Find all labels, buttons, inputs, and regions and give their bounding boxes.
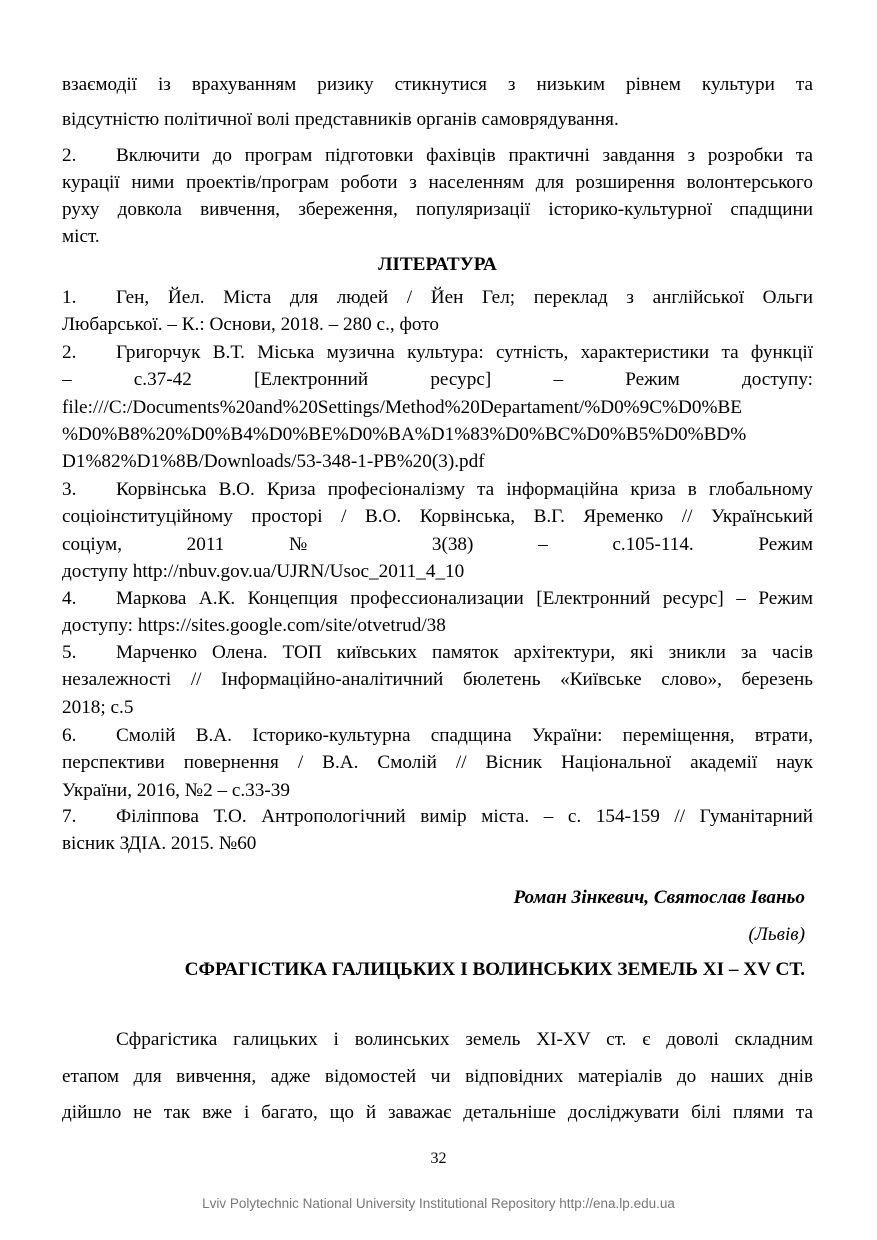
article-title: СФРАГІСТИКА ГАЛИЦЬКИХ І ВОЛИНСЬКИХ ЗЕМЕЛЬ XI – XV СТ. [184, 959, 805, 980]
reference-line: незалежності // Інформаційно-аналітичний бюлетень «Київське слово», березень [62, 669, 813, 691]
intro-line: взаємодії із врахуванням ризику стикнутися з низьким рівнем культури та [62, 74, 813, 95]
item-line: Включити до програм підготовки фахівців практичні завдання з розробки та [116, 145, 813, 166]
body-line: етапом для вивчення, адже відомостей чи відповідних матеріалів до наших днів [62, 1066, 813, 1087]
body-line: дійшло не так вже і багато, що й заважає детальніше досліджувати білі плями та [62, 1102, 813, 1123]
article-authors: Роман Зінкевич, Святослав Іваньо [513, 887, 805, 908]
reference-line: перспективи повернення / В.А. Смолій // Вісник Національної академії наук [62, 752, 813, 774]
reference-line: Корвінська В.О. Криза професіоналізму та інформаційна криза в глобальному [116, 479, 813, 500]
page-number: 32 [430, 1150, 447, 1167]
reference-line: %D0%B8%20%D0%B4%D0%BE%D0%BA%D1%83%D0%BC%D0%B5%D0%BD% [62, 423, 747, 445]
reference-line: Маркова А.К. Концепция профессионализации [Електронний ресурс] – Режим [116, 588, 813, 609]
reference-number: 2. [62, 342, 77, 363]
reference-line: – с.37-42 [Електронний ресурс] – Режим доступу: [62, 369, 813, 391]
reference-number: 5. [62, 642, 77, 663]
repository-footer: Lviv Polytechnic National University Institutional Repository http://ena.lp.edu.ua [202, 1196, 675, 1211]
body-line: Сфрагістика галицьких і волинських земель XI-XV ст. є доволі складним [116, 1029, 813, 1050]
references-heading: ЛІТЕРАТУРА [378, 254, 497, 275]
reference-number: 7. [62, 806, 77, 827]
reference-line: file:///C:/Documents%20and%20Settings/Method%20Departament/%D0%9C%D0%BE [62, 396, 742, 418]
reference-line: D1%82%D1%8B/Downloads/53-348-1-PB%20(3).pdf [62, 451, 485, 473]
reference-line: доступу http://nbuv.gov.ua/UJRN/Usoc_2011_4_10 [62, 560, 465, 582]
reference-line: Філіппова Т.О. Антропологічний вимір міста. – с. 154-159 // Гуманітарний [116, 806, 813, 827]
reference-line: Ген, Йел. Міста для людей / Йен Гел; переклад з англійської Ольги [116, 287, 813, 308]
reference-line: Смолій В.А. Історико-культурна спадщина України: переміщення, втрати, [116, 725, 813, 746]
intro-line: відсутністю політичної волі представників органів самоврядування. [62, 109, 619, 130]
reference-line: Григорчук В.Т. Міська музична культура: сутність, характеристики та функції [116, 342, 813, 363]
item-line: міст. [62, 226, 100, 247]
reference-line: вісник ЗДІА. 2015. №60 [62, 833, 257, 855]
item-line: курації ними проектів/програм роботи з населенням для розширення волонтерського [62, 172, 813, 193]
reference-number: 4. [62, 588, 77, 609]
reference-number: 3. [62, 479, 77, 500]
item-number: 2. [62, 145, 77, 166]
reference-number: 1. [62, 287, 77, 308]
reference-line: соціум, 2011 № 3(38) – с.105-114. Режим [62, 533, 813, 555]
reference-line: 2018; с.5 [62, 696, 134, 718]
reference-line: доступу: https://sites.google.com/site/otvetrud/38 [62, 615, 446, 637]
reference-line: Любарської. – К.: Основи, 2018. – 280 с., фото [62, 314, 439, 336]
author-location: (Львів) [748, 924, 805, 945]
reference-line: Марченко Олена. ТОП київських памяток архітектури, які зникли за часів [116, 642, 813, 663]
reference-line: соціоінституційному просторі / В.О. Корвінська, В.Г. Яременко // Український [62, 506, 813, 528]
reference-line: України, 2016, №2 – с.33-39 [62, 779, 290, 801]
reference-number: 6. [62, 725, 77, 746]
item-line: руху довкола вивчення, збереження, популяризації історико-культурної спадщини [62, 199, 813, 220]
